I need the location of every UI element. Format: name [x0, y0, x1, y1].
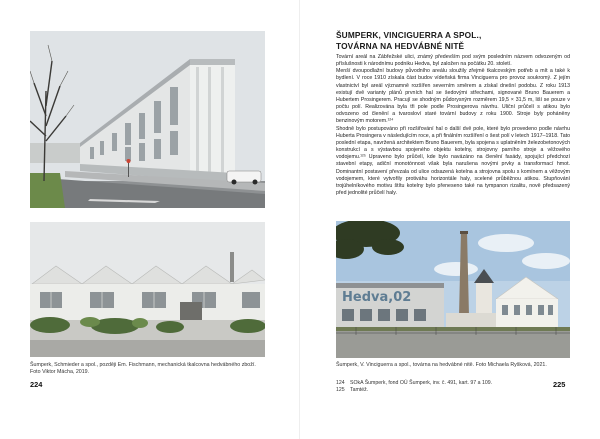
hedva-factory-photo — [336, 221, 570, 358]
footnote-number: 125 — [336, 387, 345, 393]
footnote-text: Tamtéž. — [350, 387, 369, 393]
footnote — [336, 380, 570, 387]
gutter — [299, 0, 300, 439]
sawtooth-factory-photo — [30, 222, 265, 357]
footnotes — [336, 380, 570, 394]
page-number-right: 225 — [553, 380, 566, 389]
page-number-left: 224 — [30, 380, 43, 389]
heading-line-2: TOVÁRNA NA HEDVÁBNÉ NITĚ — [336, 41, 465, 51]
article-body — [336, 54, 570, 197]
footnote — [336, 387, 570, 394]
body-paragraph: Menší dvoupodlažní budovy původního areálu sloužily zřejmě tkalcovským potřeb a mít a také k bydlení. V roce 1910 získala část budov vídeňská firma Vinciguerra pro provoz soukromý. Z jejím vlastnictví byl areál významně rozšířen severním směrem a získal dnešní podobu. Z roku 1913 existují dvě varianty plánů prvních hal se šedovými střechami, signované Bruno Bauerem a Hubertem Prosingerem. Pracují se shodným půdorysným rozměrem 19,5 × 31,5 m, liší se pouze v počtu polí. Realizována byla tři pole podle Prosingerova návrhu. Uliční průčelí s atikou bylo odvozeno od členění a tvarosloví staré tovární budovy z roku 1900. Stroje byly poháněny benzinovým motorem.¹²⁴ — [336, 68, 570, 125]
factory-street-photo — [30, 31, 265, 208]
footnote-number: 124 — [336, 380, 345, 386]
footnote-text: SOkA Šumperk, fond OÚ Šumperk, inv. č. 491, kart. 97 a 109. — [350, 380, 493, 386]
body-paragraph: Shodně bylo postupováno při rozšiřování hal o další dvě pole, které bylo provedeno podle návrhu Huberta Prosingera v následujícím roce, a při finálním rozšíření o šest polí v letech 1917–1918. Tato poslední etapa, navržená architektem Bruno Bauerem, byla spojena s uplatněním železobetonových konstrukcí a s výstavbou spojeného objektu kotelny, strojovny parního stroje a věžového vodojemu.¹²⁵ Upraveno bylo průčelí, kde bylo navázáno na členění fasády, spojující předchozí stavební etapy, adiční monotónnost však byla narušena novými prvky a transformací hmot. Dominantní postavení převzala od ulice odsazená kotelna a strojovna spolu s komínem a věžovým vodojemem, které vytvořily protiváhu horizontále haly, scelené průběžnou atikou. Stupňování trojúhelníkového motivu štítu kotelny bylo přeneseno také na tympanon rizalitu, nově předsazený před jednolité průčelí haly. — [336, 125, 570, 196]
section-heading — [336, 30, 572, 52]
hedva-sign: Hedva,02 — [342, 290, 412, 305]
body-paragraph: Tovární areál na Zábřežské ulici, známý především pod svým posledním názvem odvozeným od příslušnosti k národnímu podniku Hedva, byl založen na počátku 20. století. — [336, 54, 570, 68]
photo-caption-left: Šumperk, Schmieder a spol., později Em. Fischmann, mechanická tkalcovna hedvábného zboží. Foto Viktor Mácha, 2019. — [30, 362, 256, 376]
photo-caption-right: Šumperk, V. Vinciguerra a spol., továrna na hedvábné nitě. Foto Michaela Ryšková, 2021. — [336, 362, 547, 368]
heading-line-1: ŠUMPERK, VINCIGUERRA A SPOL., — [336, 30, 482, 40]
